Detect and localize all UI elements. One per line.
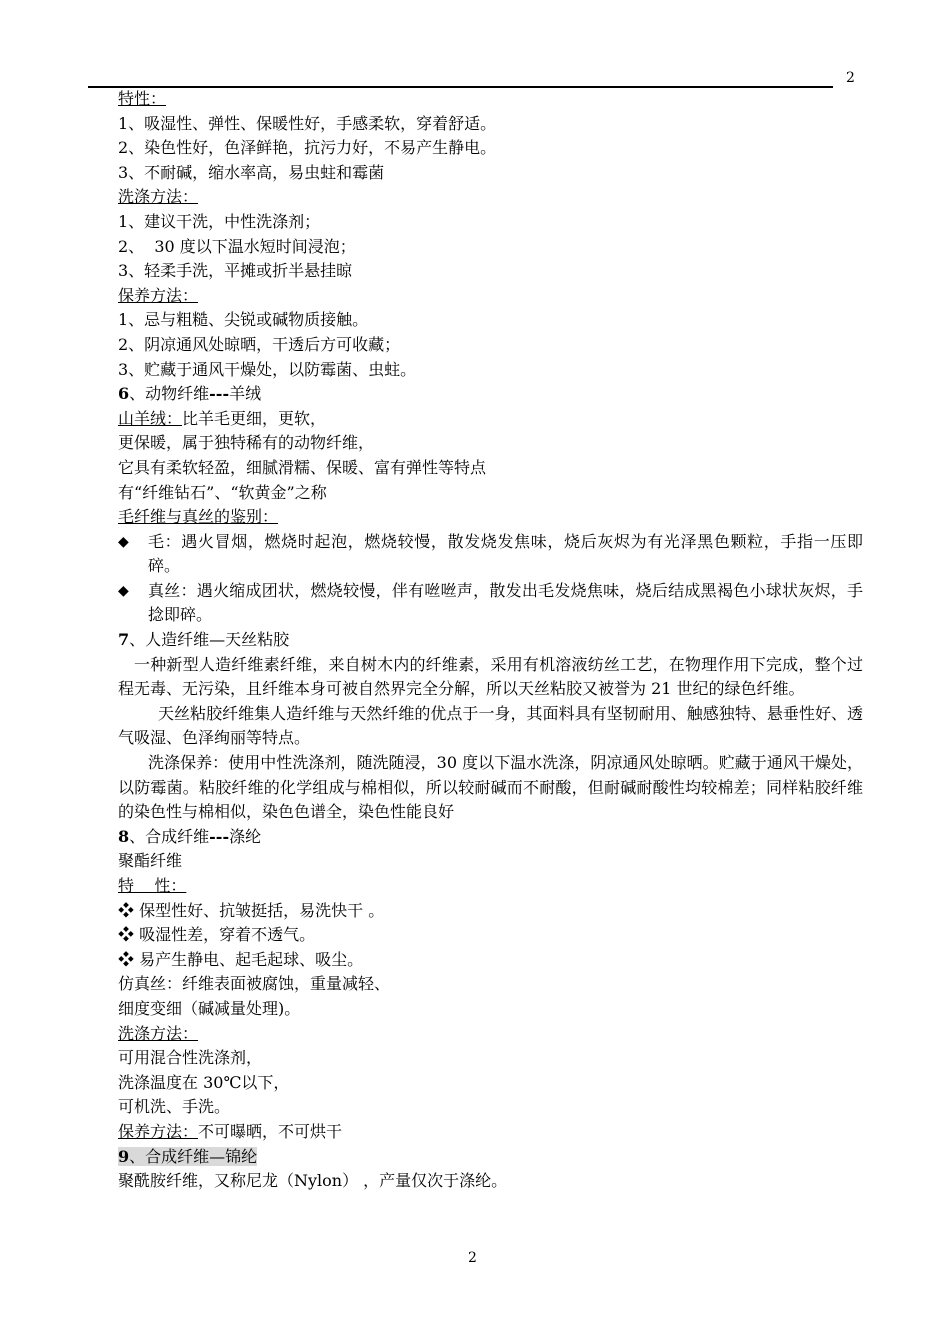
section-8-heading: 8、合成纤维---涤纶 (118, 826, 262, 846)
wash-heading: 洗涤方法： (118, 1023, 199, 1043)
subtitle: 聚酯纤维 (118, 851, 183, 871)
care-line: 保养方法：不可曝晒，不可烘干 (118, 1121, 343, 1141)
four-diamond-bullet-icon: ❖ (118, 949, 135, 969)
bullet-item: ◆ 毛：遇火冒烟，燃烧时起泡，燃烧较慢，散发烧发焦味，烧后灰烬为有光泽黑色颗粒，手指一压即碎。 (118, 530, 863, 579)
paragraph: 天丝粘胶纤维集人造纤维与天然纤维的优点于一身，其面料具有坚韧耐用、触感独特、悬垂性好、透气吸湿、色泽绚丽等特点。 (118, 703, 863, 748)
traits-heading: 特性： (118, 89, 167, 108)
text-line: 洗涤温度在 30℃以下， (118, 1072, 290, 1092)
care-heading: 保养方法： (118, 285, 199, 305)
text-line: 仿真丝：纤维表面被腐蚀，重量减轻、 (118, 974, 391, 994)
list-item: 1、建议干洗，中性洗涤剂； (118, 211, 321, 231)
diamond-bullet-icon: ◆ (118, 582, 129, 599)
section-9-heading: 9、合成纤维—锦纶 (118, 1146, 258, 1166)
list-item: 2、 30 度以下温水短时间浸泡； (118, 236, 356, 256)
page-number-bottom: 2 (468, 1250, 477, 1266)
four-diamond-bullet-icon: ❖ (118, 925, 135, 945)
paragraph: 洗涤保养：使用中性洗涤剂，随洗随浸，30 度以下温水洗涤，阴凉通风处晾晒。贮藏于通风干燥处，以防霉菌。粘胶纤维的化学组成与棉相似，所以较耐碱而不耐酸，但耐碱耐酸性均较棉差；同样粘胶纤维的染色性与棉相似，染色色谱全，染色性能良好 (118, 753, 863, 822)
diamond-bullet-icon: ◆ (118, 533, 129, 550)
list-item: 1、忌与粗糙、尖锐或碱物质接触。 (118, 310, 369, 330)
list-item: 2、阴凉通风处晾晒，干透后方可收藏； (118, 334, 401, 354)
list-item: 1、吸湿性、弹性、保暖性好，手感柔软，穿着舒适。 (118, 113, 497, 133)
text-line: 它具有柔软轻盈，细腻滑糯、保暖、富有弹性等特点 (118, 457, 487, 477)
text-line: 细度变细（碱减量处理)。 (118, 998, 301, 1018)
text-line: 可机洗、手洗。 (118, 1097, 231, 1117)
list-item: 3、不耐碱，缩水率高，易虫蛀和霉菌 (118, 162, 385, 182)
cashmere-line: 山羊绒：比羊毛更细，更软， (118, 408, 327, 428)
identify-heading: 毛纤维与真丝的鉴别： (118, 507, 279, 527)
list-item: 2、染色性好，色泽鲜艳，抗污力好，不易产生静电。 (118, 138, 497, 158)
section-7-heading: 7、人造纤维—天丝粘胶 (118, 630, 290, 650)
bullet-item: ◆ 真丝：遇火缩成团状，燃烧较慢，伴有咝咝声，散发出毛发烧焦味，烧后结成黑褐色小球状灰烬，手捻即碎。 (118, 579, 863, 628)
four-diamond-bullet-icon: ❖ (118, 900, 135, 920)
list-item: 3、贮藏于通风干燥处，以防霉菌、虫蛀。 (118, 359, 417, 379)
text-line: 聚酰胺纤维，又称尼龙（Nylon） ，产量仅次于涤纶。 (118, 1171, 508, 1191)
traits-heading: 特 性： (118, 876, 187, 895)
text-line: 有“纤维钻石”、“软黄金”之称 (118, 482, 327, 502)
section-6-heading: 6、动物纤维---羊绒 (118, 384, 262, 404)
paragraph: 一种新型人造纤维素纤维，来自树木内的纤维素，采用有机溶液纺丝工艺，在物理作用下完成，整个过程无毒、无污染，且纤维本身可被自然界完全分解，所以天丝粘胶又被誉为 21 世纪的绿色纤维。 (118, 654, 863, 699)
text-line: 可用混合性洗涤剂， (118, 1048, 263, 1068)
wash-heading: 洗涤方法： (118, 187, 199, 207)
document-body (118, 87, 863, 1194)
page-number-top: 2 (846, 70, 855, 86)
bullet-item: ❖ 保型性好、抗皱挺括，易洗快干 。 (118, 900, 385, 920)
list-item: 3、轻柔手洗，平摊或折半悬挂晾 (118, 261, 353, 281)
bullet-item: ❖ 吸湿性差，穿着不透气。 (118, 925, 316, 945)
text-line: 更保暖，属于独特稀有的动物纤维， (118, 433, 375, 453)
bullet-item: ❖ 易产生静电、起毛起球、吸尘。 (118, 949, 364, 969)
